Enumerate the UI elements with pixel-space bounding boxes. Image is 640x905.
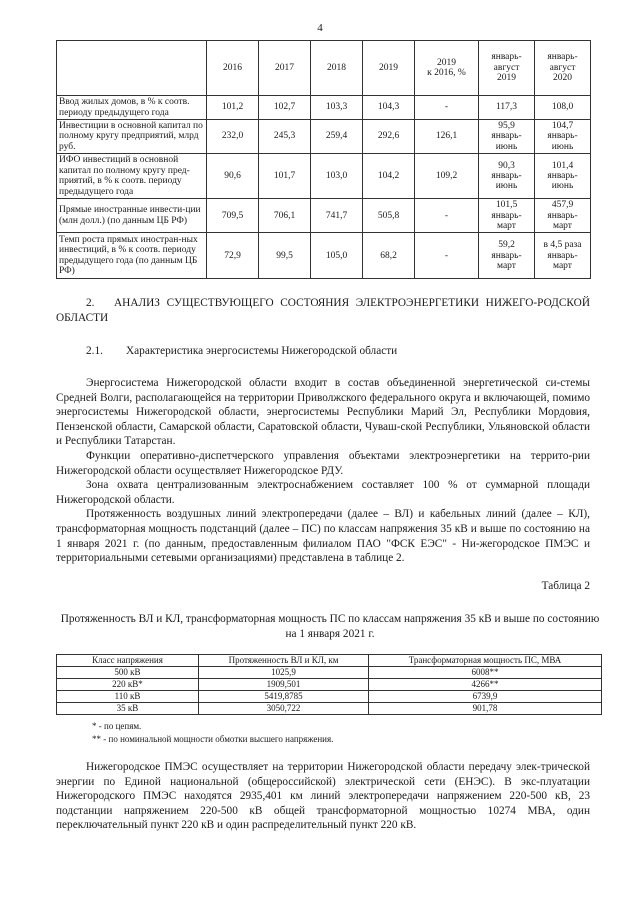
table-row (57, 199, 591, 233)
table-cell: 117,3 (479, 96, 535, 120)
table-cell: 706,1 (259, 199, 311, 233)
table-cell: 6008** (369, 667, 602, 679)
table-note: * - по цепям. (92, 721, 142, 731)
row-label: Прямые иностранные инвести-ции (млн долл.) (по данным ЦБ РФ) (57, 199, 207, 233)
table-cell: 35 кВ (57, 703, 199, 715)
paragraph: Функции оперативно-диспетчерского управления объектами электроэнергетики на террито-рии Нижегородской области осуществляет Нижегородское РДУ. (56, 449, 590, 477)
paragraph: Энергосистема Нижегородской области входит в состав объединенной энергетической си-стемы Средней Волги, располагающейся на территории Приволжского федерального округа и включающей, помимо энергосистемы Нижегородской области, энергосистемы Республики Марий Эл, Республики Мордовия, Пензенской области, Самарской области, Саратовской области, Чуваш-ской Республики, Ульяновской области и Республики Татарстан. (56, 377, 590, 448)
section-title: АНАЛИЗ СУЩЕСТВУЮЩЕГО СОСТОЯНИЯ ЭЛЕКТРОЭНЕРГЕТИКИ НИЖЕГО-РОДСКОЙ ОБЛАСТИ (56, 297, 590, 324)
row-label: Темп роста прямых иностран-ных инвестиций, в % к соотв. периоду предыдущего года (по данным ЦБ РФ) (57, 233, 207, 279)
table-cell: 901,78 (369, 703, 602, 715)
table-header-cell: 2018 (311, 41, 363, 96)
table-title: Протяженность ВЛ и КЛ, трансформаторная мощность ПС по классам напряжения 35 кВ и выше по состоянию на 1 января 2021 г. (60, 613, 600, 640)
table-row (57, 679, 602, 691)
paragraph: Нижегородское ПМЭС осуществляет на территории Нижегородской области передачу элек-трической энергии по Единой национальной (общероссийской) электрической сети (ЕНЭС). В экс-плуатации Нижегородского ПМЭС находятся 2935,401 км линий электропередачи напряжением 220-500 кВ, 23 подстанции напряжением 220-500 кВ общей трансформаторной мощностью 10274 МВА, один переключательный пункт 220 кВ и один распределительный пункт 220 кВ. (56, 761, 590, 832)
subsection-number: 2.1. (86, 345, 103, 357)
power-lines-table (56, 654, 602, 715)
table-header-cell: Протяженность ВЛ и КЛ, км (199, 655, 369, 667)
table-cell: 101,7 (259, 154, 311, 199)
table-cell: 105,0 (311, 233, 363, 279)
table-cell: - (415, 199, 479, 233)
table-cell: 101,4 январь- июнь (535, 154, 591, 199)
paragraph: Зона охвата централизованным электроснабжением составляет 100 % от суммарной площади Нижегородской области. (56, 479, 590, 506)
table-note: ** - по номинальной мощности обмотки высшего напряжения. (92, 734, 334, 744)
table-cell: 126,1 (415, 120, 479, 154)
table-cell: 505,8 (363, 199, 415, 233)
table-cell: 104,3 (363, 96, 415, 120)
table-cell: 108,0 (535, 96, 591, 120)
table-row (57, 233, 591, 279)
row-label: ИФО инвестиций в основной капитал по полному кругу пред-приятий, в % к соотв. периоду предыдущего года (57, 154, 207, 199)
section-heading (56, 296, 590, 326)
table-cell: в 4,5 раза январь- март (535, 233, 591, 279)
section-number: 2. (86, 297, 95, 309)
table-cell: 103,3 (311, 96, 363, 120)
table-caption: Таблица 2 (541, 580, 590, 592)
table-cell: 220 кВ* (57, 679, 199, 691)
table-cell: 110 кВ (57, 691, 199, 703)
table-cell: 457,9 январь- март (535, 199, 591, 233)
table-cell: 741,7 (311, 199, 363, 233)
table-row (57, 96, 591, 120)
table-cell: - (415, 233, 479, 279)
table-cell: 6739,9 (369, 691, 602, 703)
row-label: Инвестиции в основной капитал по полному кругу предприятий, млрд руб. (57, 120, 207, 154)
table-row (57, 691, 602, 703)
page-number: 4 (317, 22, 323, 34)
table-cell: 72,9 (207, 233, 259, 279)
table-cell: 259,4 (311, 120, 363, 154)
table-cell: 99,5 (259, 233, 311, 279)
subsection-heading (86, 344, 397, 359)
table-cell: 68,2 (363, 233, 415, 279)
table-header-cell: Класс напряжения (57, 655, 199, 667)
body-text (56, 376, 590, 566)
table-row (57, 154, 591, 199)
table-header-cell (57, 41, 207, 96)
table-row (57, 120, 591, 154)
table-cell: - (415, 96, 479, 120)
table-cell: 292,6 (363, 120, 415, 154)
table-cell: 104,7 январь- июнь (535, 120, 591, 154)
table-cell: 1909,501 (199, 679, 369, 691)
economic-indicators-table (56, 40, 591, 279)
table-header-cell: январь- август 2019 (479, 41, 535, 96)
table-row (57, 703, 602, 715)
table-header-cell: 2017 (259, 41, 311, 96)
table-cell: 109,2 (415, 154, 479, 199)
table-cell: 232,0 (207, 120, 259, 154)
table-header-cell: 2019 (363, 41, 415, 96)
table-cell: 3050,722 (199, 703, 369, 715)
table-cell: 4266** (369, 679, 602, 691)
table-cell: 245,3 (259, 120, 311, 154)
table-cell: 59,2 январь- март (479, 233, 535, 279)
table-cell: 1025,9 (199, 667, 369, 679)
table-header-row (57, 41, 591, 96)
table-cell: 5419,8785 (199, 691, 369, 703)
body-text-final (56, 760, 590, 833)
table-cell: 101,2 (207, 96, 259, 120)
table-cell: 95,9 январь- июнь (479, 120, 535, 154)
table-header-cell: Трансформаторная мощность ПС, МВА (369, 655, 602, 667)
table-cell: 104,2 (363, 154, 415, 199)
table-cell: 103,0 (311, 154, 363, 199)
table-header-cell: январь- август 2020 (535, 41, 591, 96)
table-cell: 709,5 (207, 199, 259, 233)
table-notes (92, 720, 333, 746)
table-cell: 90,6 (207, 154, 259, 199)
table-header-cell: 2016 (207, 41, 259, 96)
table-cell: 500 кВ (57, 667, 199, 679)
table-header-row (57, 655, 602, 667)
table-cell: 102,7 (259, 96, 311, 120)
paragraph: Протяженность воздушных линий электропередачи (далее – ВЛ) и кабельных линий (далее – КЛ), трансформаторная мощность подстанций (далее – ПС) по классам напряжения 35 кВ и выше по состоянию на 1 января 2021 г. (по данным, предоставленным филиалом ПАО "ФСК ЕЭС" - Ни-жегородское ПМЭС и территориальными сетевыми организациями) представлена в таблице 2. (56, 508, 590, 565)
table-row (57, 667, 602, 679)
table-cell: 101,5 январь- март (479, 199, 535, 233)
table-cell: 90,3 январь- июнь (479, 154, 535, 199)
row-label: Ввод жилых домов, в % к соотв. периоду предыдущего года (57, 96, 207, 120)
subsection-title: Характеристика энергосистемы Нижегородской области (126, 345, 398, 357)
table-header-cell: 2019 к 2016, % (415, 41, 479, 96)
